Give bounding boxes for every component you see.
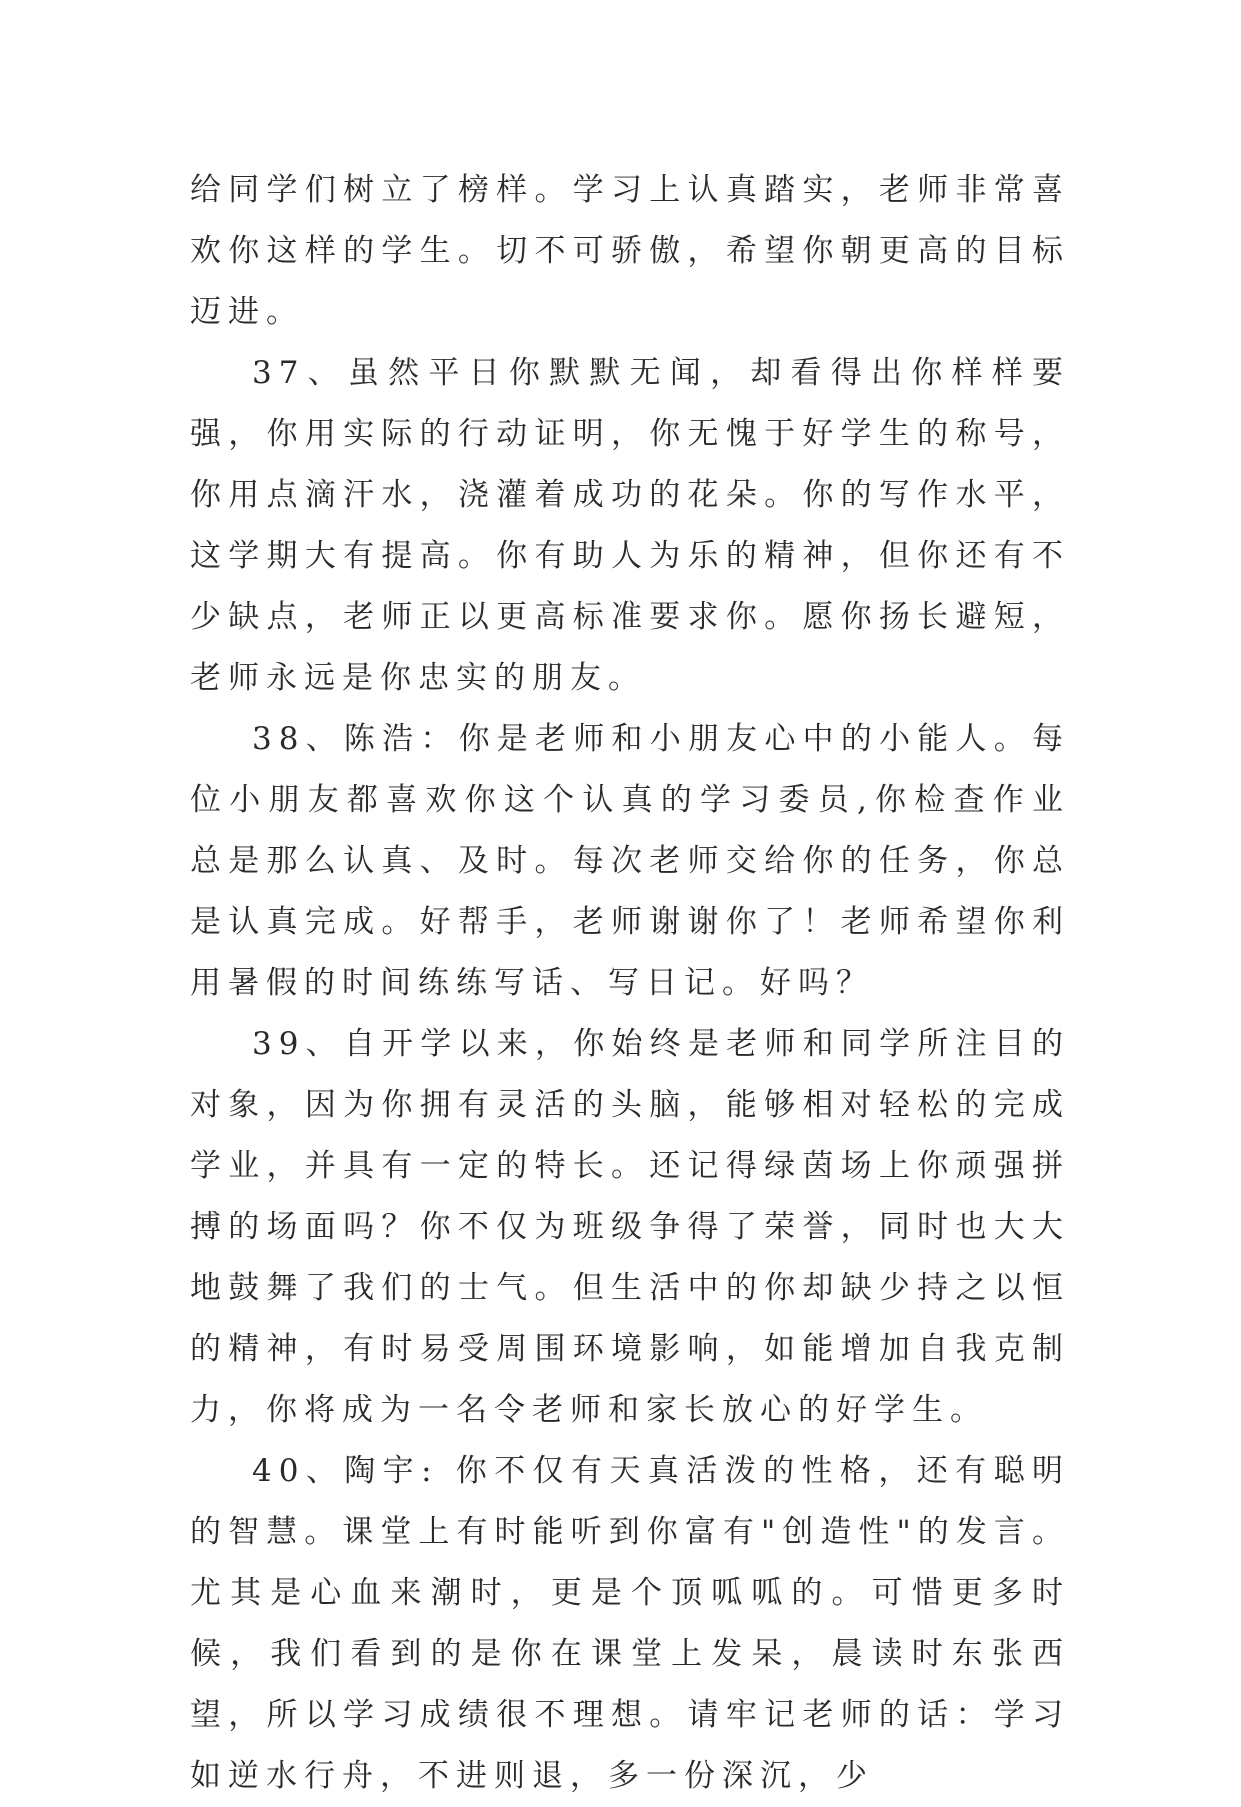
body-text: [190, 160, 1070, 1807]
paragraph-comment-40: 40、陶宇: 你不仅有天真活泼的性格，还有聪明的智慧。课堂上有时能听到你富有"创造性"的发言。尤其是心血来潮时，更是个顶呱呱的。可惜更多时候，我们看到的是你在课堂上发呆，晨读时东张西望，所以学习成绩很不理想。请牢记老师的话：学习如逆水行舟，不进则退，多一份深沉，少: [190, 1453, 1070, 1794]
paragraph-comment-37: 37、虽然平日你默默无闻，却看得出你样样要强，你用实际的行动证明，你无愧于好学生的称号，你用点滴汗水，浇灌着成功的花朵。你的写作水平，这学期大有提高。你有助人为乐的精神，但你还有不少缺点，老师正以更高标准要求你。愿你扬长避短，老师永远是你忠实的朋友。: [190, 355, 1070, 696]
paragraph-comment-39: 39、自开学以来，你始终是老师和同学所注目的对象，因为你拥有灵活的头脑，能够相对轻松的完成学业，并具有一定的特长。还记得绿茵场上你顽强拼搏的场面吗？你不仅为班级争得了荣誉，同时也大大地鼓舞了我们的士气。但生活中的你却缺少持之以恒的精神，有时易受周围环境影响，如能增加自我克制力，你将成为一名令老师和家长放心的好学生。: [190, 1026, 1070, 1428]
paragraph-continuation: 给同学们树立了榜样。学习上认真踏实，老师非常喜欢你这样的学生。切不可骄傲，希望你朝更高的目标迈进。: [190, 172, 1070, 330]
paragraph-comment-38: 38、陈浩：你是老师和小朋友心中的小能人。每位小朋友都喜欢你这个认真的学习委员,你检查作业总是那么认真、及时。每次老师交给你的任务，你总是认真完成。好帮手，老师谢谢你了！老师希望你利用暑假的时间练练写话、写日记。好吗？: [190, 721, 1070, 1001]
